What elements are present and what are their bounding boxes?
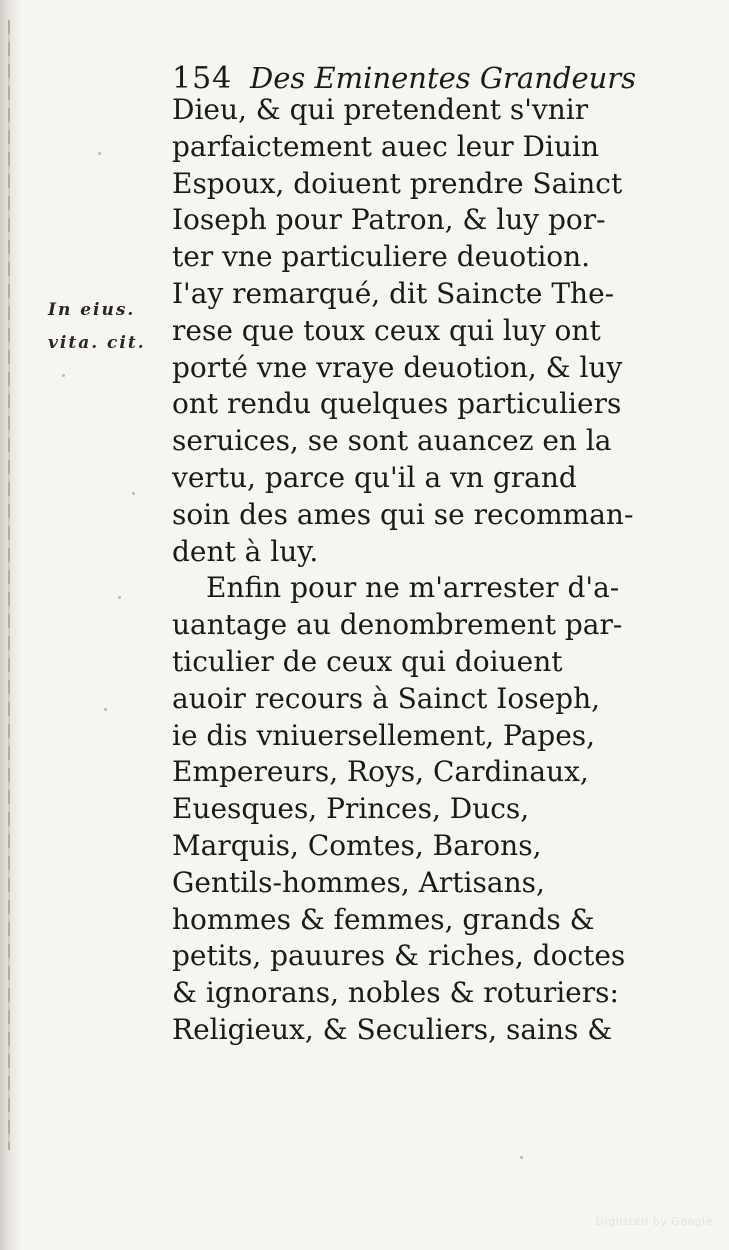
paper-speck xyxy=(132,492,135,495)
page-gutter-shadow xyxy=(0,0,22,1250)
paper-speck xyxy=(62,374,65,377)
text-line: rese que toux ceux qui luy ont xyxy=(172,313,601,347)
gutter-edge-line xyxy=(8,20,10,1150)
text-line: soin des ames qui se recomman- xyxy=(172,497,634,531)
running-title: Des Eminentes Grandeurs xyxy=(250,61,637,95)
paper-speck xyxy=(520,1156,523,1159)
text-line: uantage au denombrement par- xyxy=(172,608,623,642)
text-line: ter vne particuliere deuotion. xyxy=(172,240,591,274)
text-line: seruices, se sont auancez en la xyxy=(172,424,612,458)
margin-note-1: In eius. xyxy=(48,300,136,320)
text-line: dent à luy. xyxy=(172,534,319,568)
text-line: Dieu, & qui pretendent s'vnir xyxy=(172,93,589,126)
paper-speck xyxy=(98,152,101,155)
paper-speck xyxy=(104,708,107,711)
page-number: 154 xyxy=(172,61,233,96)
text-line: ie dis vniuersellement, Papes, xyxy=(172,718,596,752)
paper-speck xyxy=(118,596,121,599)
text-line: hommes & femmes, grands & xyxy=(172,902,595,936)
text-line: I'ay remarqué, dit Saincte The- xyxy=(172,276,615,310)
text-line: Ioseph pour Patron, & luy por- xyxy=(172,203,606,237)
body-text xyxy=(172,92,662,1049)
text-line: porté vne vraye deuotion, & luy xyxy=(172,350,623,384)
text-line: ticulier de ceux qui doiuent xyxy=(172,644,563,678)
text-line: petits, pauures & riches, doctes xyxy=(172,939,626,973)
digitization-watermark: Digitized by Google xyxy=(595,1215,713,1228)
text-line: auoir recours à Sainct Ioseph, xyxy=(172,681,601,715)
paragraph-start-line: Enfin pour ne m'arrester d'a- xyxy=(206,571,620,605)
text-line: ont rendu quelques particuliers xyxy=(172,387,622,421)
text-line: Gentils-hommes, Artisans, xyxy=(172,865,545,899)
text-line: Marquis, Comtes, Barons, xyxy=(172,828,542,862)
margin-note-2: vita. cit. xyxy=(48,333,146,353)
text-line: parfaictement auec leur Diuin xyxy=(172,129,599,163)
text-line: Euesques, Princes, Ducs, xyxy=(172,792,530,826)
text-line: Empereurs, Roys, Cardinaux, xyxy=(172,755,589,789)
text-line: vertu, parce qu'il a vn grand xyxy=(172,460,577,494)
text-line: & ignorans, nobles & roturiers: xyxy=(172,976,619,1010)
text-line: Espoux, doiuent prendre Sainct xyxy=(172,166,623,200)
text-line: Religieux, & Seculiers, sains & xyxy=(172,1012,613,1046)
